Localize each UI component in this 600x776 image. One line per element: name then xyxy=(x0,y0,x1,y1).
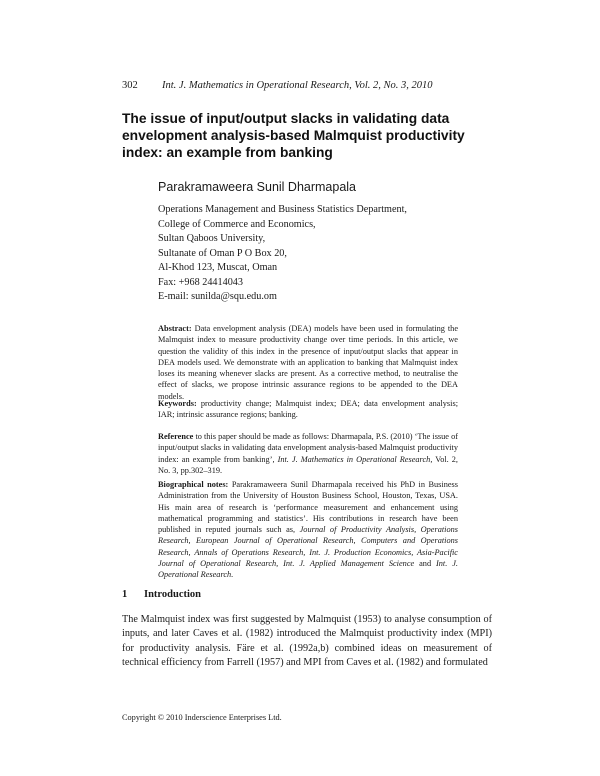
section-title: Introduction xyxy=(144,589,201,600)
affiliation-line: Sultan Qaboos University, xyxy=(158,233,266,244)
section-heading xyxy=(122,589,201,600)
keywords-label: Keywords: xyxy=(158,399,197,408)
reference-volume: , Vol. 2, No. 3, pp.302–319. xyxy=(158,454,458,475)
running-header xyxy=(122,80,492,91)
bio-text: Parakramaweera Sunil Dharmapala received his PhD in Business Administration from the University of Houston Business School, Houston, Texas, USA. His main area of research is ‘performance measurement and enhancement using mathematical programming and statistics’. His contributions in research have been published in reputed journals such as, xyxy=(158,480,458,535)
bio-label: Biographical notes: xyxy=(158,480,229,489)
keywords-text: productivity change; Malmquist index; DEA; data envelopment analysis; IAR; intrinsic assurance regions; banking. xyxy=(158,399,458,420)
reference-journal: Int. J. Mathematics in Operational Research xyxy=(277,454,431,464)
reference-label: Reference xyxy=(158,432,194,441)
reference xyxy=(158,431,458,476)
author-affiliation xyxy=(158,203,407,305)
keywords xyxy=(158,398,458,421)
affiliation-line: Operations Management and Business Statistics Department, xyxy=(158,204,407,215)
affiliation-email: E-mail: sunilda@squ.edu.om xyxy=(158,291,277,302)
copyright-notice: Copyright © 2010 Inderscience Enterprises Ltd. xyxy=(122,713,282,722)
biographical-notes xyxy=(158,479,458,581)
bio-journals: Journal of Productivity Analysis, Operations Research, European Journal of Operational Research, Computers and Operations Research, Annals of Operations Research, Int. J. Production Economics, Asia-Pacific Journal of Operational Research, Int. J. Applied Management Science xyxy=(158,525,458,569)
author-name: Parakramaweera Sunil Dharmapala xyxy=(158,180,357,194)
abstract-text: Data envelopment analysis (DEA) models have been used in formulating the Malmquist index to measure productivity change over time periods. In this article, we question the validity of this index in the presence of input/output slacks that appear in DEA models used. We demonstrate with an application to banking that Malmquist index loses its meaning whenever slacks are present. As a corrective method, to neutralise the effect of slacks, we propose intrinsic assurance regions to be appended to the DEA models. xyxy=(158,324,458,401)
abstract xyxy=(158,323,458,402)
affiliation-line: Al-Khod 123, Muscat, Oman xyxy=(158,262,278,273)
paper-title: The issue of input/output slacks in validating data envelopment analysis-based Malmquist productivity index: an example from banking xyxy=(122,111,465,160)
journal-citation: Int. J. Mathematics in Operational Research, Vol. 2, No. 3, 2010 xyxy=(162,80,433,91)
reference-text: to this paper should be made as follows: Dharmapala, P.S. (2010) ‘The issue of input/output slacks in validating data envelopment analysis-based Malmquist productivity index: an example from banking’, xyxy=(158,432,458,464)
affiliation-line: Sultanate of Oman P O Box 20, xyxy=(158,247,287,259)
affiliation-line: Fax: +968 24414043 xyxy=(158,276,243,288)
bio-and: and xyxy=(419,559,432,569)
affiliation-line: College of Commerce and Economics, xyxy=(158,218,316,230)
abstract-label: Abstract: xyxy=(158,324,192,333)
bio-last-journal: Int. J. Operational Research. xyxy=(158,559,458,580)
intro-paragraph: The Malmquist index was first suggested by Malmquist (1953) to analyse consumption of inputs, and later Caves et al. (1982) introduced the Malmquist productivity index (MPI) for productivity analysis. Färe et al. (1992a,b) combined ideas on measurement of technical efficiency from Farrell (1957) and MPI from Caves et al. (1982) and formulated xyxy=(122,614,492,668)
page-number: 302 xyxy=(122,80,138,91)
section-number: 1 xyxy=(122,589,128,600)
